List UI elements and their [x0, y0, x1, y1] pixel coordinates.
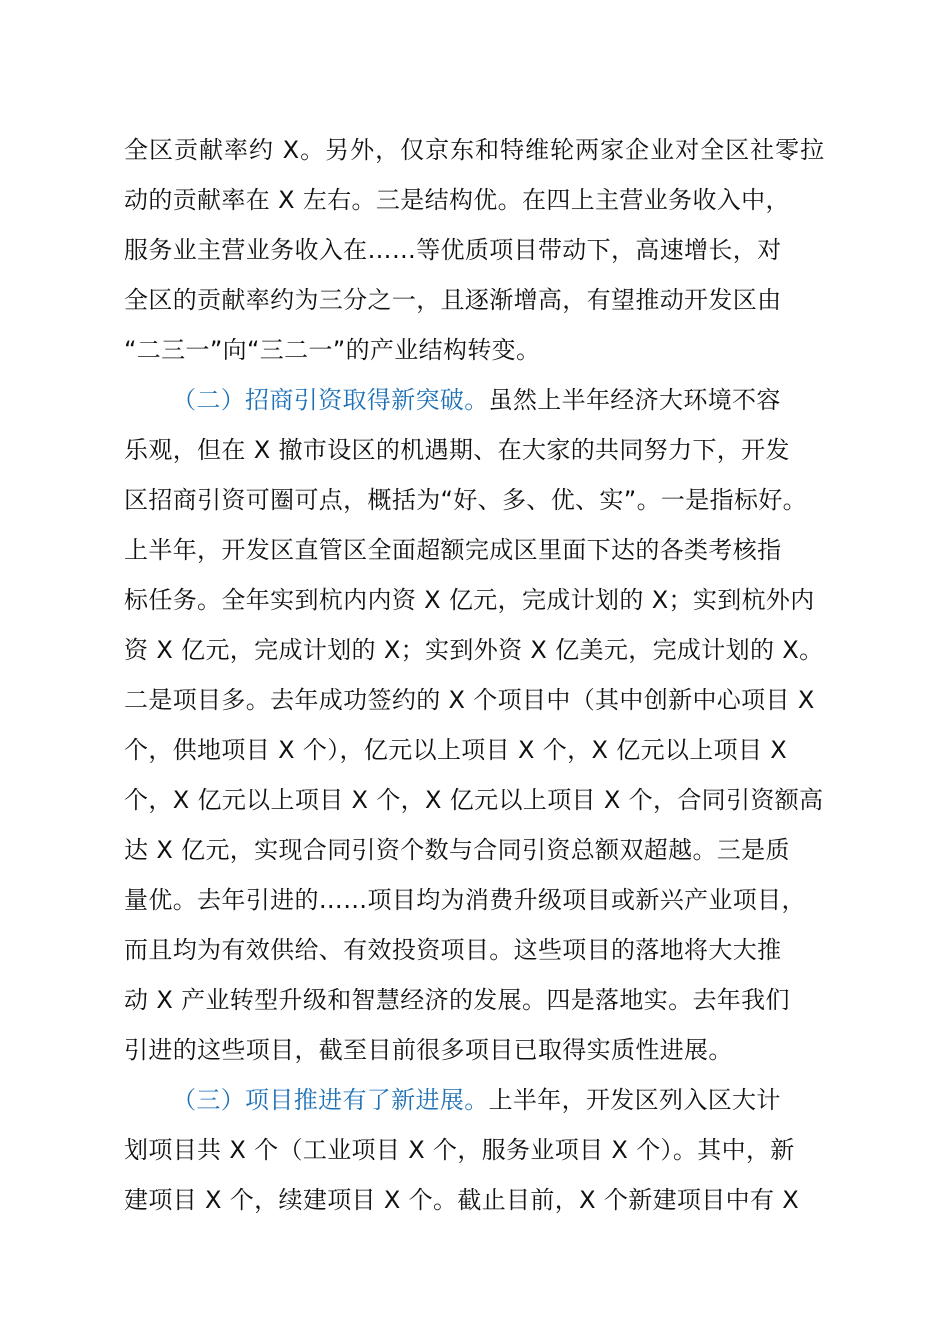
body-text-line: 动 X 产业转型升级和智慧经济的发展。四是落地实。去年我们 — [124, 986, 790, 1014]
body-text-line: 标任务。全年实到杭内内资 X 亿元，完成计划的 X；实到杭外内 — [124, 586, 815, 614]
body-text-line: 个，X 亿元以上项目 X 个，X 亿元以上项目 X 个，合同引资额高 — [124, 786, 824, 814]
body-text-line: 引进的这些项目，截至目前很多项目已取得实质性进展。 — [124, 1036, 733, 1064]
body-text-line: 上半年，开发区直管区全面超额完成区里面下达的各类考核指 — [124, 536, 782, 564]
section-heading-2: （二）招商引资取得新突破。 — [172, 386, 489, 414]
body-text-line: 二是项目多。去年成功签约的 X 个项目中（其中创新中心项目 X — [124, 686, 815, 714]
body-text-line: 个，供地项目 X 个），亿元以上项目 X 个，X 亿元以上项目 X — [124, 736, 788, 764]
body-text-line: 全区贡献率约 X。另外，仅京东和特维轮两家企业对全区社零拉 — [124, 136, 826, 164]
body-text-line: 量优。去年引进的……项目均为消费升级项目或新兴产业项目， — [124, 886, 806, 914]
body-text-line: 全区的贡献率约为三分之一，且逐渐增高，有望推动开发区由 — [124, 286, 782, 314]
section-heading-line — [172, 382, 781, 418]
body-text: 上半年，开发区列入区大计 — [488, 1086, 781, 1114]
body-text-line: 动的贡献率在 X 左右。三是结构优。在四上主营业务收入中， — [124, 186, 790, 214]
body-text-line: 划项目共 X 个（工业项目 X 个，服务业项目 X 个）。其中，新 — [124, 1136, 795, 1164]
body-text-line: “二三一”向“三二一”的产业结构转变。 — [124, 336, 541, 364]
section-heading-line — [172, 1082, 781, 1118]
body-text-line: 乐观，但在 X 撤市设区的机遇期、在大家的共同努力下，开发 — [124, 436, 790, 464]
body-text-line: 服务业主营业务收入在……等优质项目带动下，高速增长，对 — [124, 236, 782, 264]
body-text-line: 资 X 亿元，完成计划的 X；实到外资 X 亿美元，完成计划的 X。 — [124, 636, 824, 664]
body-text-line: 区招商引资可圈可点，概括为“好、多、优、实”。一是指标好。 — [124, 486, 808, 514]
body-text-line: 达 X 亿元，实现合同引资个数与合同引资总额双超越。三是质 — [124, 836, 790, 864]
body-text-line: 而且均为有效供给、有效投资项目。这些项目的落地将大大推 — [124, 936, 782, 964]
body-text-line: 建项目 X 个，续建项目 X 个。截止目前，X 个新建项目中有 X — [124, 1186, 800, 1214]
body-text: 虽然上半年经济大环境不容 — [488, 386, 781, 414]
section-heading-3: （三）项目推进有了新进展。 — [172, 1086, 489, 1114]
